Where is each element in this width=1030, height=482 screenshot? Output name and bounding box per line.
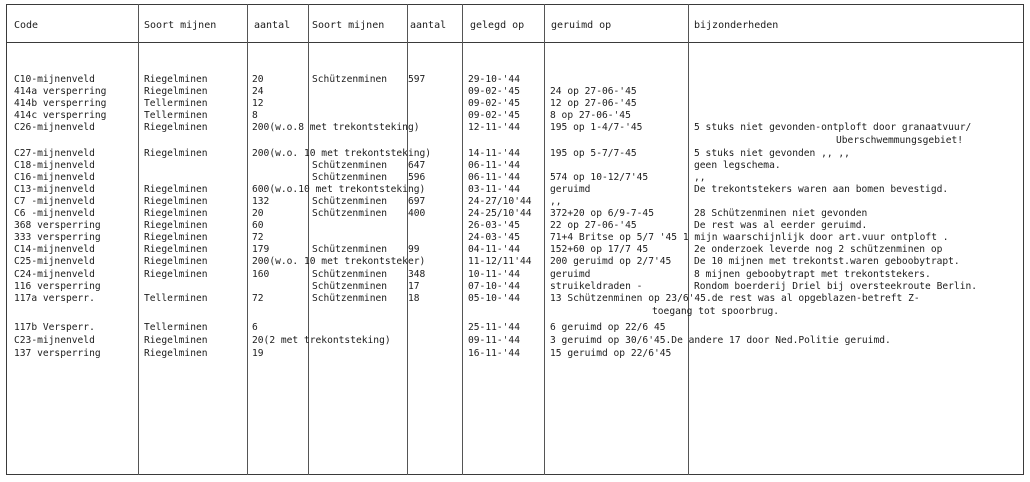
cell-code: C10-mijnenveld — [14, 74, 95, 85]
cell-gelegd-op: 05-10-'44 — [468, 293, 520, 304]
cell-code: C7 -mijnenveld — [14, 196, 95, 207]
header-bijzonderheden: bijzonderheden — [694, 20, 779, 31]
header-soort-mijnen-2: Soort mijnen — [312, 20, 385, 31]
cell-geruimd-op: 12 op 27-06-'45 — [550, 98, 637, 109]
cell-geruimd-op: 15 geruimd op 22/6'45 — [550, 348, 672, 359]
cell-code: 368 versperring — [14, 220, 101, 231]
cell-geruimd-op: 6 geruimd op 22/6 45 — [550, 322, 666, 333]
cell-soort-mijnen-1: Tellerminen — [144, 322, 208, 333]
cell-aantal-1: 72 — [252, 293, 264, 304]
table-row — [0, 256, 1030, 268]
cell-soort-mijnen-2: Schützenminen — [312, 244, 388, 255]
cell-aantal-1: 24 — [252, 86, 264, 97]
cell-aantal-1: 72 — [252, 232, 264, 243]
cell-gelegd-op: 09-02-'45 — [468, 98, 520, 109]
cell-code: C6 -mijnenveld — [14, 208, 95, 219]
cell-aantal-1: 200(w.o. 10 met trekontsteking) — [252, 148, 432, 159]
cell-soort-mijnen-1: Riegelminen — [144, 148, 208, 159]
cell-soort-mijnen-1: Riegelminen — [144, 196, 208, 207]
cell-bijzonderheden: De 10 mijnen met trekontst.waren geboobytrapt. — [694, 256, 960, 267]
table-row — [0, 348, 1030, 360]
cell-aantal-2: 348 — [408, 269, 426, 280]
table-row — [0, 269, 1030, 281]
cell-code: 117b Versperr. — [14, 322, 95, 333]
cell-gelegd-op: 24-03-'45 — [468, 232, 520, 243]
cell-bijzonderheden: 8 mijnen geboobytrapt met trekontstekers. — [694, 269, 931, 280]
cell-aantal-2: 17 — [408, 281, 420, 292]
cell-gelegd-op: 09-02-'45 — [468, 86, 520, 97]
table-row — [0, 160, 1030, 172]
cell-bijzonderheden: 5 stuks niet gevonden-ontploft door granaatvuur/ — [694, 122, 972, 133]
cell-gelegd-op: 24-27/10'44 — [468, 196, 532, 207]
cell-soort-mijnen-1: Riegelminen — [144, 86, 208, 97]
header-code: Code — [14, 20, 39, 31]
cell-code: C18-mijnenveld — [14, 160, 95, 171]
cell-soort-mijnen-1: Riegelminen — [144, 220, 208, 231]
cell-aantal-1: 200(w.o. 10 met trekontsteker) — [252, 256, 426, 267]
cell-aantal-1: 8 — [252, 110, 258, 121]
cell-geruimd-op: geruimd — [550, 269, 591, 280]
header-aantal-2: aantal — [410, 20, 447, 31]
cell-code: C27-mijnenveld — [14, 148, 95, 159]
cell-soort-mijnen-2: Schützenminen — [312, 196, 388, 207]
cell-geruimd-op: geruimd — [550, 184, 591, 195]
cell-gelegd-op: 06-11-'44 — [468, 160, 520, 171]
cell-aantal-2: 597 — [408, 74, 426, 85]
cell-code: C13-mijnenveld — [14, 184, 95, 195]
cell-aantal-2: 697 — [408, 196, 426, 207]
cell-code: C14-mijnenveld — [14, 244, 95, 255]
cell-soort-mijnen-1: Riegelminen — [144, 256, 208, 267]
table-row — [0, 281, 1030, 293]
cell-gelegd-op: 29-10-'44 — [468, 74, 520, 85]
cell-aantal-2: 647 — [408, 160, 426, 171]
cell-bijzonderheden: Uberschwemmungsgebiet! — [836, 135, 964, 146]
cell-geruimd-op: 372+20 op 6/9-7-45 — [550, 208, 654, 219]
cell-bijzonderheden: De rest was al eerder geruimd. — [694, 220, 868, 231]
cell-code: 414a versperring — [14, 86, 107, 97]
cell-gelegd-op: 11-12/11'44 — [468, 256, 532, 267]
table-row — [0, 306, 1030, 318]
cell-code: C16-mijnenveld — [14, 172, 95, 183]
cell-gelegd-op: 25-11-'44 — [468, 322, 520, 333]
cell-soort-mijnen-2: Schützenminen — [312, 172, 388, 183]
cell-soort-mijnen-1: Riegelminen — [144, 335, 208, 346]
header-divider — [6, 42, 1024, 43]
cell-aantal-1: 19 — [252, 348, 264, 359]
table-row — [0, 335, 1030, 347]
cell-soort-mijnen-1: Tellerminen — [144, 293, 208, 304]
header-aantal-1: aantal — [254, 20, 291, 31]
cell-gelegd-op: 26-03-'45 — [468, 220, 520, 231]
cell-gelegd-op: 03-11-'44 — [468, 184, 520, 195]
cell-code: C26-mijnenveld — [14, 122, 95, 133]
table-row — [0, 244, 1030, 256]
cell-code: 117a versperr. — [14, 293, 95, 304]
cell-soort-mijnen-1: Riegelminen — [144, 269, 208, 280]
cell-bijzonderheden: Rondom boerderij Driel bij oversteekroute Berlin. — [694, 281, 978, 292]
cell-aantal-2: 400 — [408, 208, 426, 219]
cell-code: 333 versperring — [14, 232, 101, 243]
cell-aantal-1: 6 — [252, 322, 258, 333]
table-row — [0, 293, 1030, 305]
cell-geruimd-op: ,, — [550, 196, 562, 207]
table-row — [0, 122, 1030, 134]
table-row — [0, 135, 1030, 147]
cell-code: 116 versperring — [14, 281, 101, 292]
table-row — [0, 232, 1030, 244]
cell-geruimd-op: 22 op 27-06-'45 — [550, 220, 637, 231]
cell-gelegd-op: 04-11-'44 — [468, 244, 520, 255]
cell-soort-mijnen-2: Schützenminen — [312, 293, 388, 304]
cell-bijzonderheden: 2e onderzoek leverde nog 2 schützenminen op — [694, 244, 943, 255]
table-row — [0, 172, 1030, 184]
cell-gelegd-op: 16-11-'44 — [468, 348, 520, 359]
table-row — [0, 208, 1030, 220]
cell-soort-mijnen-1: Riegelminen — [144, 232, 208, 243]
header-soort-mijnen-1: Soort mijnen — [144, 20, 217, 31]
cell-gelegd-op: 10-11-'44 — [468, 269, 520, 280]
cell-soort-mijnen-1: Riegelminen — [144, 122, 208, 133]
cell-bijzonderheden: 5 stuks niet gevonden ,, ,, — [694, 148, 850, 159]
header-gelegd-op: gelegd op — [470, 20, 525, 31]
table-row — [0, 98, 1030, 110]
cell-soort-mijnen-2: Schützenminen — [312, 74, 388, 85]
cell-geruimd-op: 24 op 27-06-'45 — [550, 86, 637, 97]
cell-geruimd-op: 13 Schützenminen op 23/6'45.de rest was al opgeblazen-betreft Z- — [550, 293, 920, 304]
cell-aantal-1: 200(w.o.8 met trekontsteking) — [252, 122, 420, 133]
table-row — [0, 74, 1030, 86]
cell-soort-mijnen-1: Riegelminen — [144, 208, 208, 219]
cell-aantal-2: 99 — [408, 244, 420, 255]
cell-aantal-2: 596 — [408, 172, 426, 183]
header-geruimd-op: geruimd op — [551, 20, 612, 31]
cell-code: C24-mijnenveld — [14, 269, 95, 280]
cell-aantal-1: 600(w.o.10 met trekontsteking) — [252, 184, 426, 195]
cell-soort-mijnen-1: Tellerminen — [144, 98, 208, 109]
cell-soort-mijnen-2: Schützenminen — [312, 208, 388, 219]
cell-aantal-1: 12 — [252, 98, 264, 109]
cell-geruimd-op: 8 op 27-06-'45 — [550, 110, 631, 121]
cell-bijzonderheden: ,, — [694, 172, 706, 183]
cell-bijzonderheden: geen legschema. — [694, 160, 781, 171]
cell-geruimd-op: 574 op 10-12/7'45 — [550, 172, 649, 183]
cell-soort-mijnen-1: Tellerminen — [144, 110, 208, 121]
cell-aantal-1: 20 — [252, 208, 264, 219]
cell-soort-mijnen-2: Schützenminen — [312, 269, 388, 280]
cell-aantal-1: 179 — [252, 244, 270, 255]
cell-gelegd-op: 07-10-'44 — [468, 281, 520, 292]
cell-geruimd-op: 3 geruimd op 30/6'45.De andere 17 door Ned.Politie geruimd. — [550, 335, 891, 346]
table-row — [0, 86, 1030, 98]
cell-geruimd-op: 195 op 1-4/7-'45 — [550, 122, 643, 133]
cell-aantal-2: 18 — [408, 293, 420, 304]
cell-gelegd-op: 24-25/10'44 — [468, 208, 532, 219]
cell-soort-mijnen-2: Schützenminen — [312, 160, 388, 171]
cell-aantal-1: 160 — [252, 269, 270, 280]
cell-code: C23-mijnenveld — [14, 335, 95, 346]
cell-geruimd-op: toegang tot spoorbrug. — [652, 306, 780, 317]
cell-code: C25-mijnenveld — [14, 256, 95, 267]
cell-code: 414c versperring — [14, 110, 107, 121]
cell-soort-mijnen-1: Riegelminen — [144, 348, 208, 359]
cell-gelegd-op: 09-11-'44 — [468, 335, 520, 346]
cell-aantal-1: 20(2 met trekontsteking) — [252, 335, 391, 346]
table-row — [0, 110, 1030, 122]
cell-geruimd-op: struikeldraden - — [550, 281, 643, 292]
cell-geruimd-op: 71+4 Britse op 5/7 '45 1 mijn waarschijnlijk door art.vuur ontploft . — [550, 232, 949, 243]
cell-geruimd-op: 195 op 5-7/7-45 — [550, 148, 637, 159]
table-row — [0, 322, 1030, 334]
cell-bijzonderheden: 28 Schützenminen niet gevonden — [694, 208, 868, 219]
cell-gelegd-op: 12-11-'44 — [468, 122, 520, 133]
cell-soort-mijnen-1: Riegelminen — [144, 184, 208, 195]
cell-soort-mijnen-2: Schützenminen — [312, 281, 388, 292]
cell-geruimd-op: 152+60 op 17/7 45 — [550, 244, 649, 255]
cell-code: 137 versperring — [14, 348, 101, 359]
cell-aantal-1: 20 — [252, 74, 264, 85]
table-row — [0, 220, 1030, 232]
cell-soort-mijnen-1: Riegelminen — [144, 244, 208, 255]
cell-gelegd-op: 06-11-'44 — [468, 172, 520, 183]
table-row — [0, 196, 1030, 208]
cell-gelegd-op: 14-11-'44 — [468, 148, 520, 159]
table-row — [0, 148, 1030, 160]
cell-code: 414b versperring — [14, 98, 107, 109]
cell-aantal-1: 60 — [252, 220, 264, 231]
cell-bijzonderheden: De trekontstekers waren aan bomen bevestigd. — [694, 184, 949, 195]
cell-gelegd-op: 09-02-'45 — [468, 110, 520, 121]
cell-soort-mijnen-1: Riegelminen — [144, 74, 208, 85]
cell-aantal-1: 132 — [252, 196, 270, 207]
table-row — [0, 184, 1030, 196]
cell-geruimd-op: 200 geruimd op 2/7'45 — [550, 256, 672, 267]
